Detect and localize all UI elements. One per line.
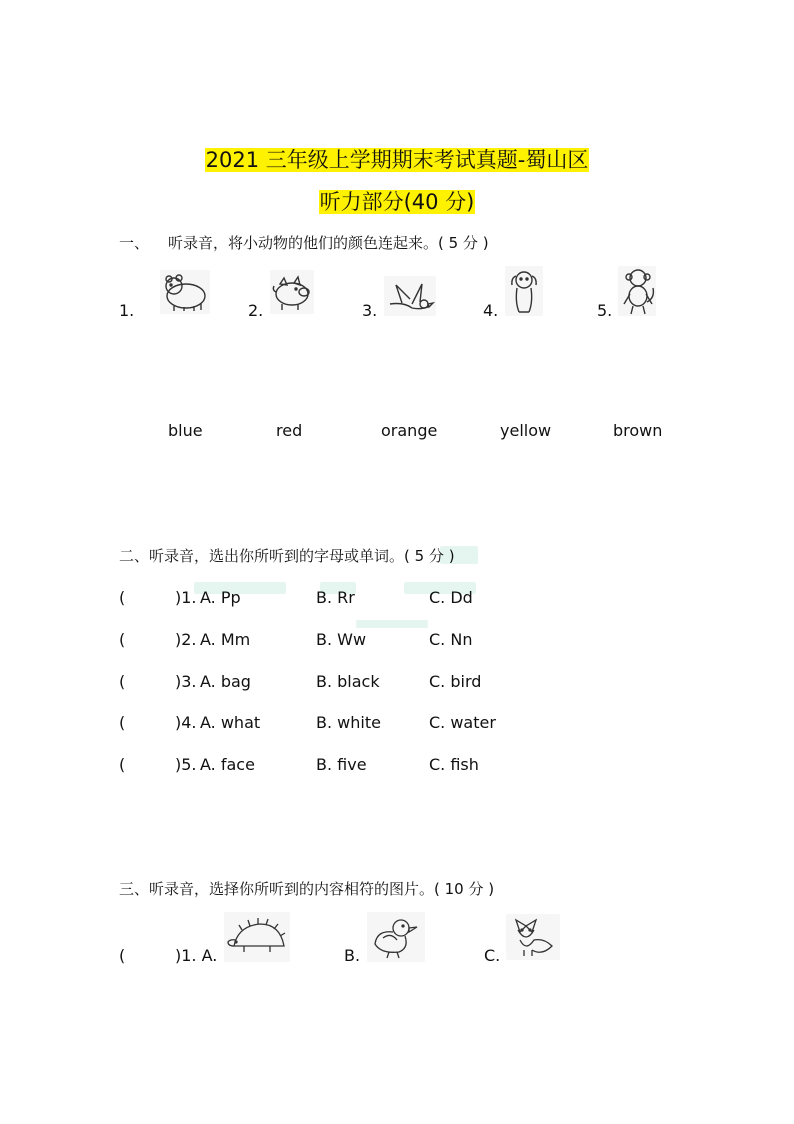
option-c: C. Nn <box>429 630 473 649</box>
answer-blank[interactable]: ( <box>119 630 126 649</box>
hedgehog-icon <box>224 912 290 962</box>
question-number: )2. <box>175 630 197 649</box>
option-b: B. black <box>316 672 380 691</box>
part1-heading: 听录音，将小动物的他们的颜色连起来。( 5 分 ) <box>168 234 489 252</box>
question-number: )1. <box>175 588 197 607</box>
option-a: A. face <box>200 755 255 774</box>
part2-heading: 二、听录音，选出你所听到的字母或单词。( 5 分 ) <box>119 547 455 565</box>
part1-heading-number: 一、 <box>119 234 150 252</box>
answer-blank[interactable]: ( <box>119 713 126 732</box>
question-number: )5. <box>175 755 197 774</box>
animal-number-2: 2. <box>248 301 264 320</box>
option-b: B. white <box>316 713 381 732</box>
answer-blank[interactable]: ( <box>119 755 126 774</box>
option-c: C. <box>484 946 501 965</box>
bird-icon <box>384 276 436 316</box>
part3-heading: 三、听录音，选择你所听到的内容相符的图片。( 10 分 ) <box>119 880 495 898</box>
answer-blank[interactable]: ( <box>119 588 126 607</box>
option-c: C. bird <box>429 672 482 691</box>
dog-icon <box>505 266 543 316</box>
option-b: B. <box>344 946 361 965</box>
option-a: A. what <box>200 713 261 732</box>
option-c: C. water <box>429 713 496 732</box>
option-b: B. Ww <box>316 630 367 649</box>
animal-number-4: 4. <box>483 301 499 320</box>
animal-number-1: 1. <box>119 301 135 320</box>
question-number: )1. A. <box>175 946 218 965</box>
color-option-brown: brown <box>613 421 663 440</box>
option-b: B. five <box>316 755 367 774</box>
color-option-blue: blue <box>168 421 203 440</box>
monkey-icon <box>618 266 656 316</box>
option-c: C. fish <box>429 755 479 774</box>
animal-number-3: 3. <box>362 301 378 320</box>
duck-icon <box>367 912 425 962</box>
question-number: )4. <box>175 713 197 732</box>
page-subtitle: 听力部分(40 分) <box>319 190 475 214</box>
option-c: C. Dd <box>429 588 473 607</box>
option-a: A. Pp <box>200 588 241 607</box>
animal-number-5: 5. <box>597 301 613 320</box>
pig-icon <box>270 270 314 314</box>
answer-blank[interactable]: ( <box>119 672 126 691</box>
color-option-red: red <box>276 421 303 440</box>
page-title: 2021 三年级上学期期末考试真题-蜀山区 <box>205 148 589 172</box>
color-option-yellow: yellow <box>500 421 552 440</box>
fox-icon <box>506 914 560 960</box>
option-a: A. Mm <box>200 630 251 649</box>
question-number: )3. <box>175 672 197 691</box>
bear-icon <box>160 270 210 314</box>
answer-blank[interactable]: ( <box>119 946 126 965</box>
watermark <box>356 620 428 628</box>
color-option-orange: orange <box>381 421 438 440</box>
option-b: B. Rr <box>316 588 355 607</box>
option-a: A. bag <box>200 672 251 691</box>
